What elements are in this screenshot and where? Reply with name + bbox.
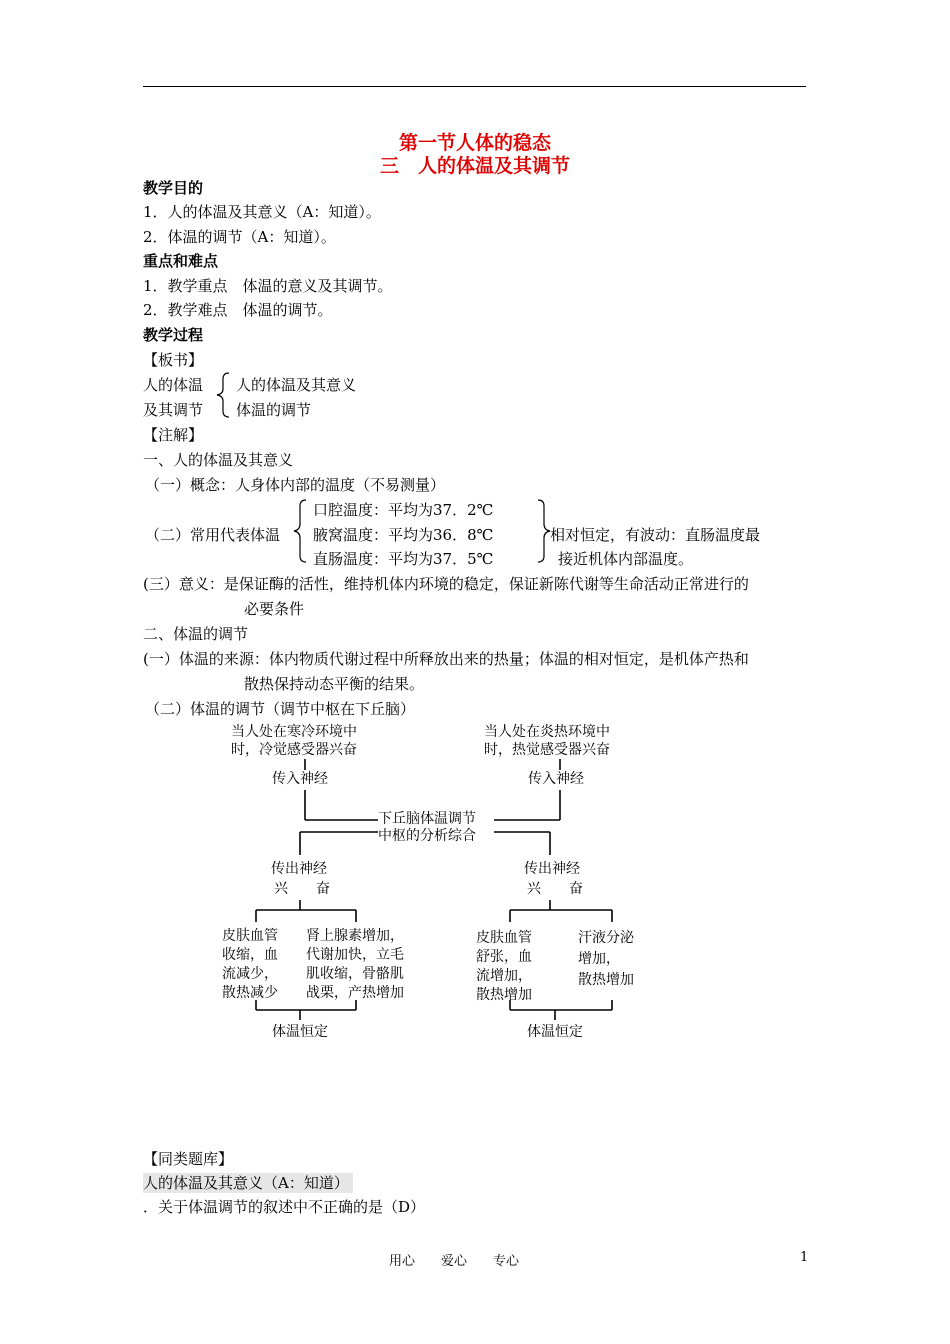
- board-brace: [217, 373, 229, 417]
- section-2-heading: 二、体温的调节: [143, 625, 249, 643]
- hot-b-3: 散热增加: [578, 972, 634, 988]
- cold-a-1: 皮肤血管: [222, 928, 278, 944]
- notes-label: 【注解】: [143, 426, 204, 444]
- source-line-2: 散热保持动态平衡的结果。: [244, 675, 425, 693]
- rep-temp-note-1: 相对恒定，有波动：直肠温度最: [550, 526, 761, 544]
- hot-afferent: 传入神经: [528, 771, 584, 787]
- rep-temp-item: 腋窝温度：平均为36．8℃: [313, 526, 494, 544]
- cold-result: 体温恒定: [272, 1024, 328, 1040]
- cold-afferent: 传入神经: [272, 771, 328, 787]
- hot-a-1: 皮肤血管: [476, 930, 532, 946]
- concept-line: （一）概念：人身体内部的温度（不易测量）: [145, 476, 446, 494]
- objective-item: 2．体温的调节（A：知道）。: [143, 228, 336, 246]
- cold-a-3: 流减少，: [222, 966, 278, 982]
- board-left-2: 及其调节: [143, 401, 204, 419]
- rep-temp-label: （二）常用代表体温: [145, 526, 281, 544]
- board-right-2: 体温的调节: [236, 401, 312, 419]
- meaning-line-2: 必要条件: [244, 600, 305, 618]
- rep-temp-item: 口腔温度：平均为37．2℃: [313, 501, 494, 519]
- center-2: 中枢的分析综合: [378, 828, 476, 844]
- keypoint-item: 1．教学重点 体温的意义及其调节。: [143, 277, 393, 295]
- question-topic: 人的体温及其意义（A：知道）: [143, 1173, 353, 1193]
- cold-efferent: 传出神经: [271, 861, 327, 877]
- source-line-1: (一）体温的来源：体内物质代谢过程中所释放出来的热量；体温的相对恒定，是机体产热和: [143, 650, 749, 668]
- objective-item: 1．人的体温及其意义（A：知道）。: [143, 203, 381, 221]
- question-1: ．关于体温调节的叙述中不正确的是（D）: [143, 1198, 426, 1216]
- meaning-line-1: (三）意义：是保证酶的活性，维持机体内环境的稳定，保证新陈代谢等生命活动正常进行的: [143, 575, 749, 593]
- rep-left-brace: [294, 500, 306, 562]
- hot-a-4: 散热增加: [476, 987, 532, 1003]
- cold-start-1: 当人处在寒冷环境中: [231, 724, 357, 740]
- cold-start-2: 时，冷觉感受器兴奋: [231, 742, 357, 758]
- footer-motto: 用心 爱心 专心: [389, 1254, 520, 1269]
- keypoint-item: 2．教学难点 体温的调节。: [143, 301, 333, 319]
- cold-b-3: 肌收缩，骨骼肌: [306, 966, 404, 982]
- board-left-1: 人的体温: [143, 376, 204, 394]
- hot-result: 体温恒定: [527, 1024, 583, 1040]
- question-bank-label: 【同类题库】: [143, 1150, 234, 1168]
- hot-b-2: 增加，: [578, 951, 620, 967]
- rep-temp-note-2: 接近机体内部温度。: [558, 550, 694, 568]
- title-line-2: 三 人的体温及其调节: [379, 155, 570, 177]
- keypoints-heading: 重点和难点: [143, 252, 219, 270]
- rep-right-brace: [538, 500, 550, 562]
- process-heading: 教学过程: [143, 326, 204, 344]
- cold-a-4: 散热减少: [222, 985, 278, 1001]
- board-right-1: 人的体温及其意义: [236, 376, 357, 394]
- hot-b-1: 汗液分泌: [578, 930, 634, 946]
- board-label: 【板书】: [143, 351, 204, 369]
- rep-temp-item: 直肠温度：平均为37．5℃: [313, 550, 494, 568]
- hot-excite: 兴 奋: [527, 881, 583, 897]
- hot-efferent: 传出神经: [524, 861, 580, 877]
- center-1: 下丘脑体温调节: [378, 811, 476, 827]
- cold-b-4: 战栗，产热增加: [306, 985, 404, 1001]
- hot-a-3: 流增加，: [476, 968, 532, 984]
- cold-a-2: 收缩，血: [222, 947, 278, 963]
- hot-start-2: 时，热觉感受器兴奋: [484, 742, 610, 758]
- cold-b-1: 肾上腺素增加，: [306, 928, 404, 944]
- objectives-heading: 教学目的: [143, 179, 204, 197]
- hot-a-2: 舒张，血: [476, 949, 532, 965]
- cold-b-2: 代谢加快，立毛: [306, 947, 404, 963]
- section-1-heading: 一、人的体温及其意义: [143, 451, 294, 469]
- title-line-1: 第一节人体的稳态: [398, 132, 551, 154]
- regulation-label: （二）体温的调节（调节中枢在下丘脑）: [145, 700, 416, 718]
- cold-excite: 兴 奋: [274, 881, 330, 897]
- page-number: 1: [800, 1250, 809, 1265]
- hot-start-1: 当人处在炎热环境中: [484, 724, 610, 740]
